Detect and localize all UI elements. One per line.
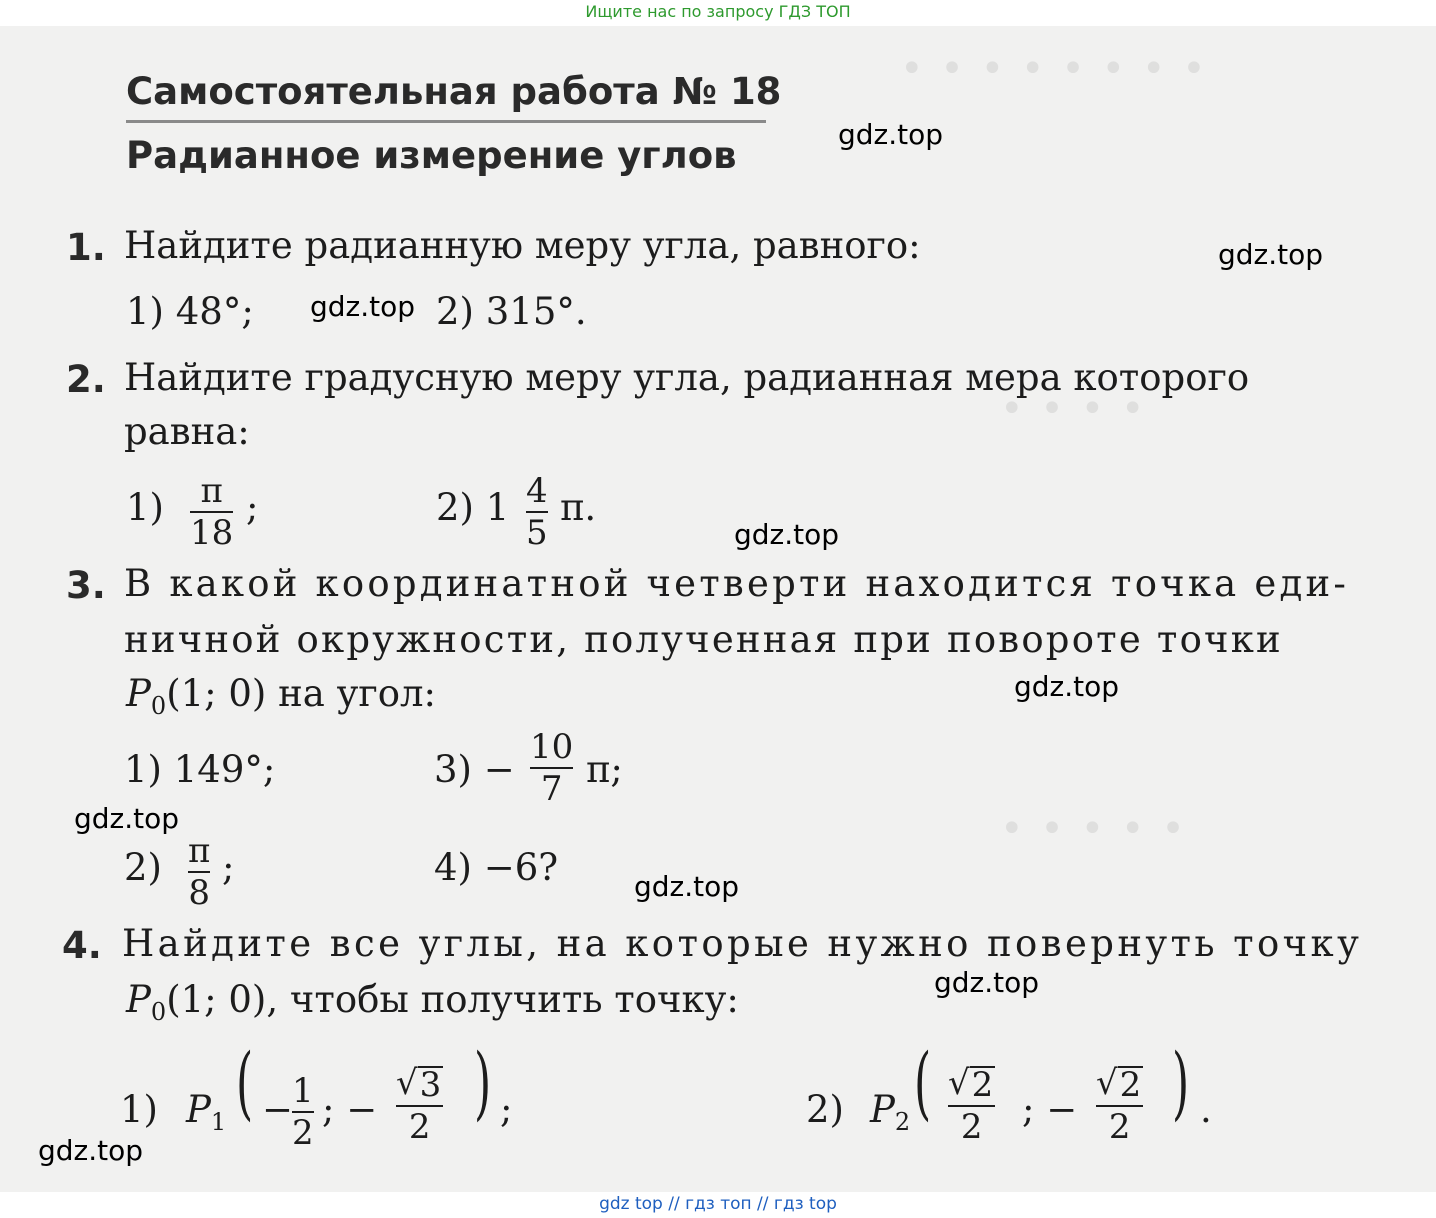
point-symbol: P [186, 1088, 211, 1131]
task-3-line2: ничной окружности, полученная при повороте точки [124, 618, 1283, 661]
watermark: gdz.top [1014, 670, 1120, 703]
task-4-line2 [126, 978, 739, 1026]
task-3-option-3-label: 3) − [434, 748, 515, 791]
page-title: Самостоятельная работа № 18 [126, 70, 782, 113]
point-subscript: 2 [894, 1108, 911, 1136]
point-subscript: 0 [150, 998, 167, 1026]
point-subscript: 1 [210, 1108, 227, 1136]
task-2-option-1-label: 1) [126, 486, 164, 529]
fraction-numerator: π [188, 831, 211, 871]
task-3-line1 [124, 562, 1360, 605]
fraction-denominator: 8 [188, 873, 210, 913]
task-3-option-3-fraction [530, 727, 574, 809]
task-3-option-3-end: π; [586, 748, 623, 791]
task-4-line1 [122, 922, 1363, 965]
task-2-option-1-end: ; [246, 486, 259, 529]
watermark: gdz.top [934, 966, 1040, 999]
fraction-denominator: 2 [960, 1107, 983, 1147]
sqrt-radicand: 2 [971, 1065, 994, 1105]
fraction-numerator: π [200, 471, 223, 511]
title-underline [126, 120, 766, 123]
fraction-numerator: 1 [292, 1071, 314, 1111]
task-1-option-2: 2) 315°. [436, 290, 587, 333]
task-2-option-2-end: π. [560, 486, 597, 529]
sqrt-expression [1096, 1063, 1143, 1105]
task-3-line3-rest: (1; 0) на угол: [166, 672, 437, 715]
task-2-option-1-fraction [190, 471, 234, 553]
task-2-option-2-fraction [526, 471, 548, 553]
task-1-text: Найдите радианную меру угла, равного: [124, 224, 921, 267]
watermark: gdz.top [310, 290, 416, 323]
fraction-numerator: 4 [526, 471, 548, 511]
textbook-page [0, 26, 1436, 1192]
task-4-option-1-fraction-a [292, 1071, 314, 1153]
bleed-through: • • • • [1000, 386, 1147, 432]
task-4-line1-text: Найдите все углы, на которые нужно повернуть точку [122, 922, 1363, 965]
point-symbol: P [126, 978, 151, 1021]
page-subtitle: Радианное измерение углов [126, 134, 737, 177]
task-4-option-1-label: 1) [120, 1088, 158, 1131]
task-3-option-2-label: 2) [124, 846, 162, 889]
fraction-denominator: 18 [190, 513, 234, 553]
task-4-option-2-fraction-a [948, 1063, 995, 1147]
watermark: gdz.top [838, 118, 944, 151]
fraction-denominator: 7 [540, 769, 563, 809]
bleed-through: • • • • • [1000, 806, 1187, 852]
task-4-option-1-fraction-b [396, 1063, 443, 1147]
task-3-option-4: 4) −6? [434, 846, 559, 889]
task-4-number: 4. [62, 924, 102, 967]
sqrt-symbol: √ [1096, 1063, 1118, 1103]
task-4-option-2-fraction-b [1096, 1063, 1143, 1147]
task-3-number: 3. [66, 564, 106, 607]
watermark: gdz.top [734, 518, 840, 551]
fraction-denominator: 2 [408, 1107, 431, 1147]
task-2-option-2-label: 2) 1 [436, 486, 510, 529]
task-2-text-line1: Найдите градусную меру угла, радианная мера которого [124, 356, 1250, 399]
task-3-option-1: 1) 149°; [124, 748, 276, 791]
watermark: gdz.top [1218, 238, 1324, 271]
left-paren: ( [236, 1036, 254, 1129]
left-paren: ( [914, 1036, 932, 1129]
sqrt-expression [948, 1063, 995, 1105]
sqrt-symbol: √ [396, 1063, 418, 1103]
point-symbol: P [870, 1088, 895, 1131]
sqrt-expression [396, 1063, 443, 1105]
task-2-number: 2. [66, 358, 106, 401]
sqrt-radicand: 2 [1119, 1065, 1142, 1105]
watermark: gdz.top [634, 870, 740, 903]
task-3-line1-text: В какой координатной четверти находится точка еди- [124, 562, 1350, 605]
task-3-option-2-fraction [188, 831, 211, 913]
sqrt-radicand: 3 [419, 1065, 442, 1105]
bottom-banner: gdz top // гдз топ // гдз top [599, 1194, 837, 1214]
fraction-denominator: 2 [292, 1113, 314, 1153]
task-4-option-1-point [186, 1088, 226, 1136]
task-4-option-2-label: 2) [806, 1088, 844, 1131]
top-banner: Ищите нас по запросу ГДЗ ТОП [585, 2, 851, 21]
fraction-numerator: 10 [530, 727, 574, 767]
task-1-option-1: 1) 48°; [126, 290, 254, 333]
task-4-option-1-separator: ; − [322, 1088, 378, 1131]
right-paren: ) [1172, 1036, 1190, 1129]
task-4-option-1-end: ; [500, 1088, 513, 1131]
task-4-line2-rest: (1; 0), чтобы получить точку: [166, 978, 739, 1021]
fraction-denominator: 5 [526, 513, 548, 553]
fraction-denominator: 2 [1108, 1107, 1131, 1147]
point-subscript: 0 [150, 692, 167, 720]
task-3-line3 [126, 672, 436, 720]
task-4-option-1-sign: − [262, 1088, 294, 1131]
task-2-text-line2: равна: [124, 410, 250, 453]
sqrt-symbol: √ [948, 1063, 970, 1103]
task-1-number: 1. [66, 226, 106, 269]
watermark: gdz.top [74, 802, 180, 835]
bleed-through: • • • • • • • • [900, 46, 1208, 92]
right-paren: ) [474, 1036, 492, 1129]
task-4-option-2-end: . [1200, 1088, 1212, 1131]
task-3-option-2-end: ; [222, 846, 235, 889]
task-4-option-2-point [870, 1088, 910, 1136]
point-symbol: P [126, 672, 151, 715]
task-4-option-2-separator: ; − [1022, 1088, 1078, 1131]
watermark: gdz.top [38, 1134, 144, 1167]
